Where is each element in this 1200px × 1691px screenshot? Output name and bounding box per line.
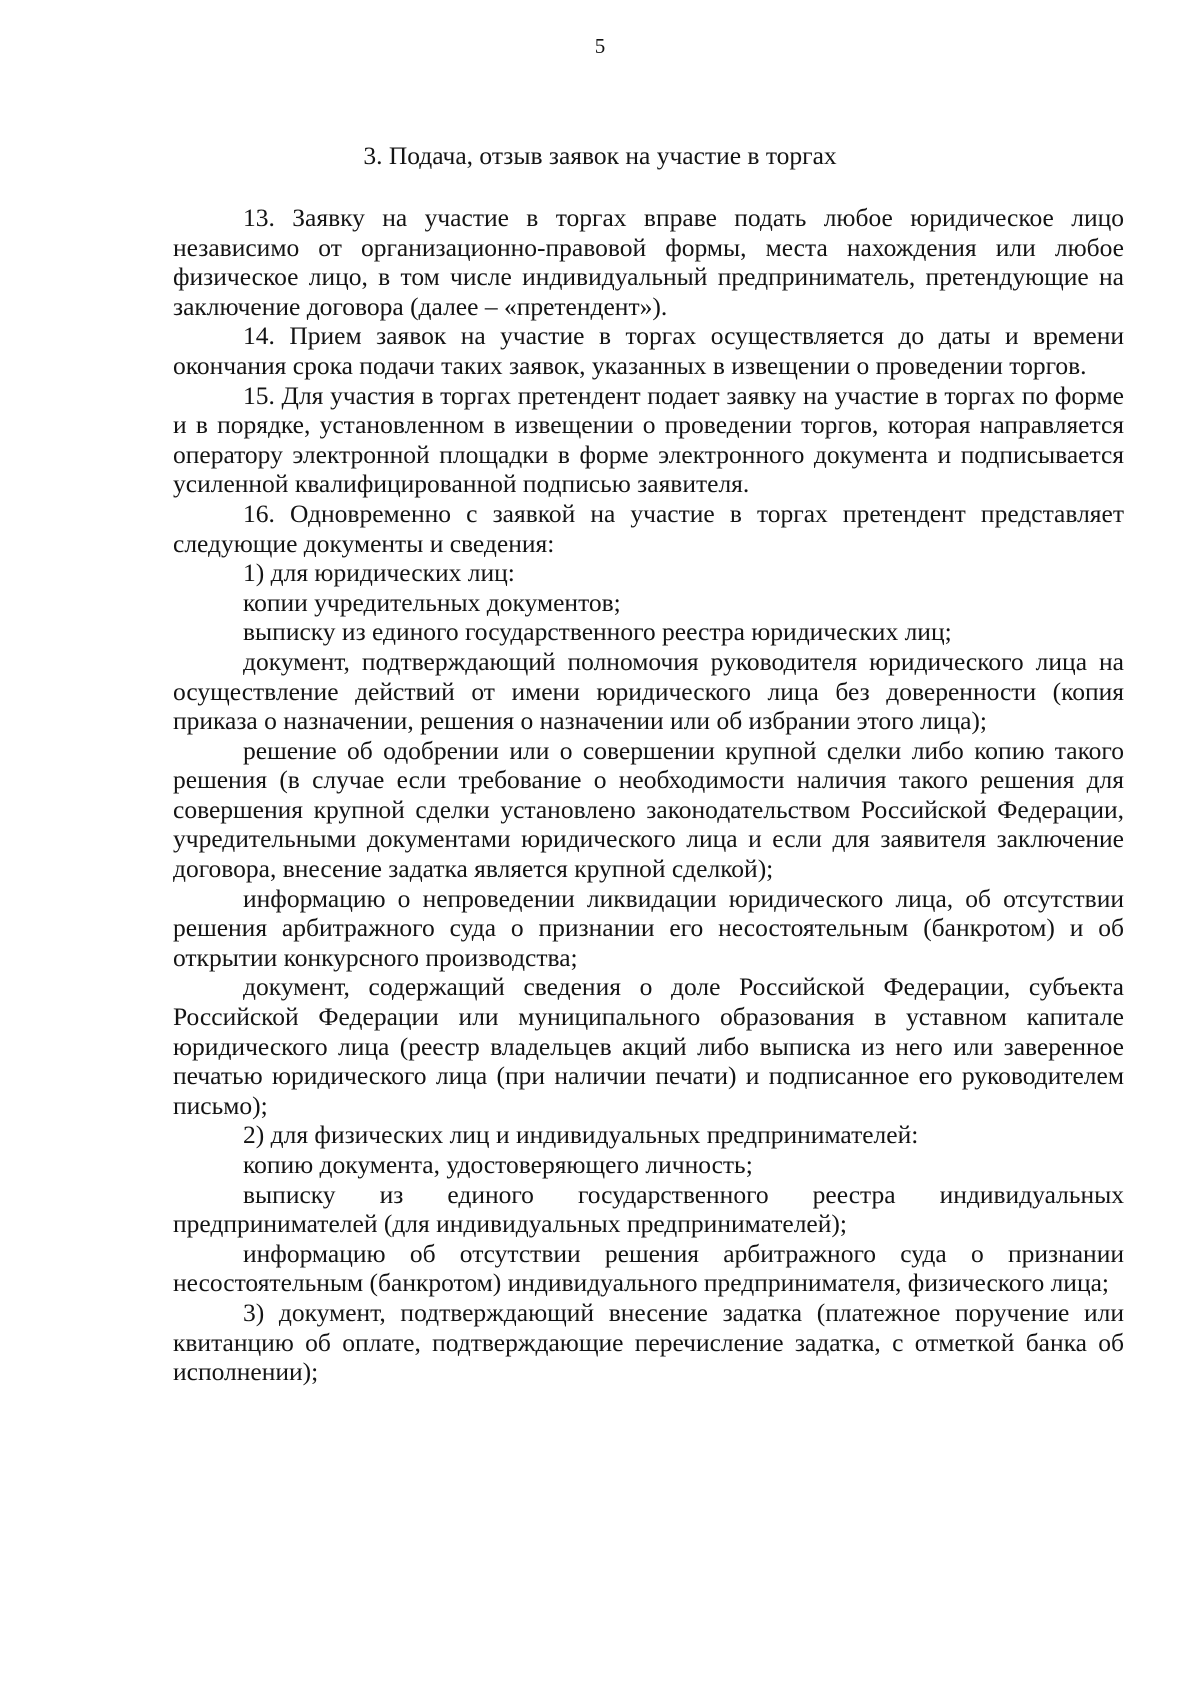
section-title: 3. Подача, отзыв заявок на участие в торгах: [363, 141, 837, 170]
paragraph-14: 14. Прием заявок на участие в торгах осуществляется до даты и времени окончания срока подачи таких заявок, указанных в извещении о проведении торгов.: [173, 321, 1124, 380]
list-item: решение об одобрении или о совершении крупной сделки либо копию такого решения (в случае если требование о необходимости наличия такого решения для совершения крупной сделки установлено законодательством Российской Федерации, учредительными документами юридического лица и если для заявителя заключение договора, внесение задатка является крупной сделкой);: [173, 735, 1124, 884]
paragraph-15: 15. Для участия в торгах претендент подает заявку на участие в торгах по форме и в порядке, установленном в извещении о проведении торгов, которая направляется оператору электронной площадки в форме электронного документа и подписывается усиленной квалифицированной подписью заявителя.: [173, 380, 1124, 499]
list-item: выписку из единого государственного реестра индивидуальных предпринимателей (для индивидуальных предпринимателей);: [173, 1179, 1124, 1239]
paragraph-13: 13. Заявку на участие в торгах вправе подать любое юридическое лицо независимо от организационно-правовой формы, места нахождения или любое физическое лицо, в том числе индивидуальный предприниматель, претендующие на заключение договора (далее – «претендент»).: [173, 203, 1124, 321]
list-item: информацию об отсутствии решения арбитражного суда о признании несостоятельным (банкротом) индивидуального предпринимателя, физического лица;: [173, 1238, 1124, 1298]
list-item: копию документа, удостоверяющего личность;: [243, 1150, 753, 1179]
document-body: [173, 203, 1124, 1387]
list-item: документ, содержащий сведения о доле Российской Федерации, субъекта Российской Федерации или муниципального образования в уставном капитале юридического лица (реестр владельцев акций либо выписка из него или заверенное печатью юридического лица (при наличии печати) и подписанное его руководителем письмо);: [173, 972, 1124, 1120]
list-item: выписку из единого государственного реестра юридических лиц;: [243, 617, 952, 647]
list-item: копии учредительных документов;: [243, 587, 621, 617]
list-item-deposit: 3) документ, подтверждающий внесение задатка (платежное поручение или квитанцию об оплате, подтверждающие перечисление задатка, с отметкой банка об исполнении);: [173, 1297, 1124, 1387]
paragraph-16: 16. Одновременно с заявкой на участие в торгах претендент представляет следующие документы и сведения:: [173, 498, 1124, 558]
list-heading-individuals: 2) для физических лиц и индивидуальных предпринимателей:: [243, 1120, 919, 1150]
list-heading-legal-entities: 1) для юридических лиц:: [243, 558, 515, 588]
list-item: информацию о непроведении ликвидации юридического лица, об отсутствии решения арбитражного суда о признании его несостоятельным (банкротом) и об открытии конкурсного производства;: [173, 883, 1124, 972]
list-item: документ, подтверждающий полномочия руководителя юридического лица на осуществление действий от имени юридического лица без доверенности (копия приказа о назначении, решения о назначении или об избрании этого лица);: [173, 646, 1124, 736]
page-number: 5: [594, 34, 606, 58]
